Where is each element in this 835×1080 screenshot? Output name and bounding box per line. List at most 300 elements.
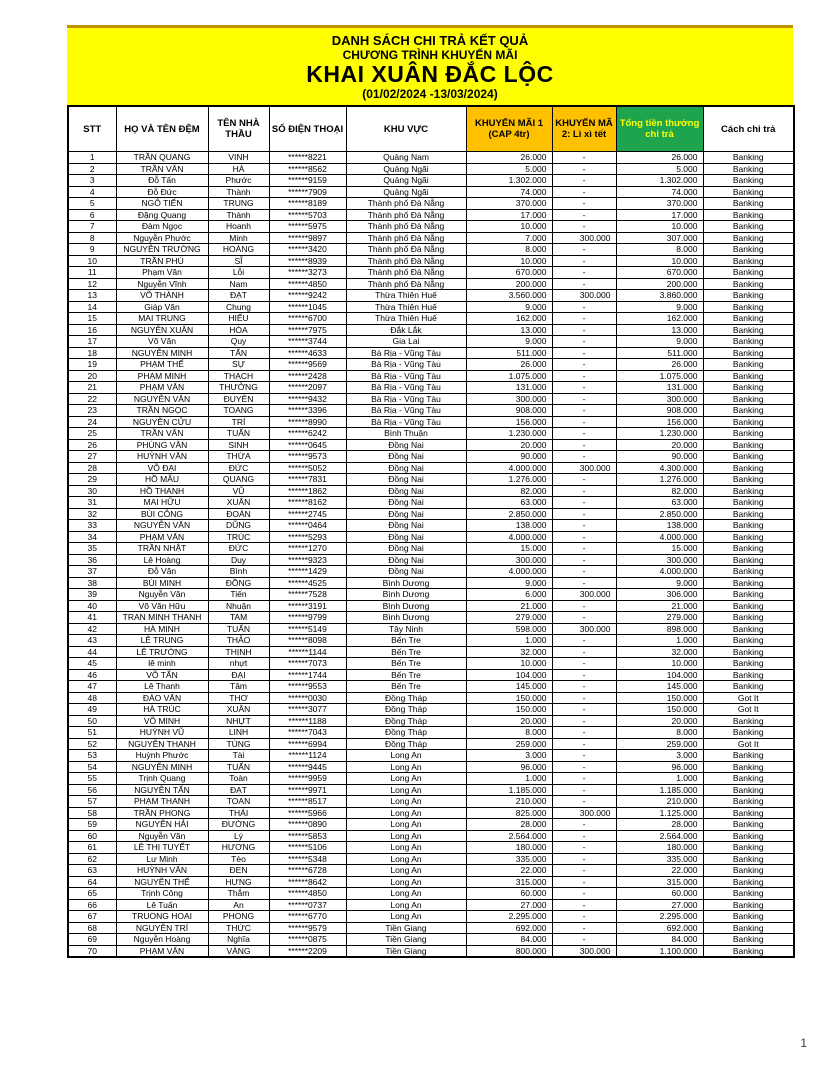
cell-ho-va-ten-dem: Lư Minh [116, 853, 208, 865]
cell-tong-tien-thuong: 4.000.000 [616, 531, 703, 543]
cell-khuyen-mai-1: 1.276.000 [466, 474, 552, 486]
cell-khuyen-mai-1: 21.000 [466, 600, 552, 612]
cell-cach-chi-tra: Banking [703, 945, 794, 957]
table-row [68, 876, 794, 888]
cell-so-dien-thoai: ******1124 [269, 750, 346, 762]
cell-khu-vuc: Bà Rịa - Vũng Tàu [346, 370, 466, 382]
cell-khu-vuc: Bến Tre [346, 681, 466, 693]
cell-khuyen-mai-1: 63.000 [466, 497, 552, 509]
cell-ho-va-ten-dem: Đỗ Đức [116, 186, 208, 198]
table-row [68, 175, 794, 187]
cell-tong-tien-thuong: 10.000 [616, 255, 703, 267]
cell-so-dien-thoai: ******8562 [269, 163, 346, 175]
cell-khuyen-mai-2: - [552, 842, 616, 854]
cell-khuyen-mai-2: - [552, 934, 616, 946]
cell-stt: 45 [68, 658, 116, 670]
cell-so-dien-thoai: ******7043 [269, 727, 346, 739]
cell-cach-chi-tra: Banking [703, 152, 794, 164]
cell-tong-tien-thuong: 511.000 [616, 347, 703, 359]
cell-so-dien-thoai: ******5703 [269, 209, 346, 221]
cell-stt: 26 [68, 439, 116, 451]
cell-stt: 66 [68, 899, 116, 911]
cell-khuyen-mai-1: 5.000 [466, 163, 552, 175]
cell-khu-vuc: Đồng Tháp [346, 704, 466, 716]
cell-ho-va-ten-dem: TRẦN PHÚ [116, 255, 208, 267]
cell-tong-tien-thuong: 1.230.000 [616, 428, 703, 440]
cell-khu-vuc: Đồng Nai [346, 543, 466, 555]
cell-ho-va-ten-dem: HUỲNH VĂN [116, 451, 208, 463]
cell-cach-chi-tra: Banking [703, 773, 794, 785]
cell-ten-nha-thau: SỰ [208, 359, 269, 371]
cell-so-dien-thoai: ******6728 [269, 865, 346, 877]
table-row [68, 428, 794, 440]
cell-tong-tien-thuong: 21.000 [616, 600, 703, 612]
cell-stt: 28 [68, 462, 116, 474]
cell-khu-vuc: Long An [346, 761, 466, 773]
cell-khuyen-mai-1: 279.000 [466, 612, 552, 624]
cell-ten-nha-thau: THƯỞNG [208, 382, 269, 394]
cell-ten-nha-thau: SINH [208, 439, 269, 451]
cell-ten-nha-thau: Nam [208, 278, 269, 290]
cell-cach-chi-tra: Got It [703, 704, 794, 716]
cell-khuyen-mai-2: 300.000 [552, 232, 616, 244]
cell-ten-nha-thau: Thành [208, 209, 269, 221]
cell-cach-chi-tra: Banking [703, 715, 794, 727]
cell-so-dien-thoai: ******5149 [269, 623, 346, 635]
cell-khuyen-mai-1: 2.295.000 [466, 911, 552, 923]
table-row [68, 554, 794, 566]
cell-khu-vuc: Quảng Ngãi [346, 175, 466, 187]
cell-khuyen-mai-1: 150.000 [466, 692, 552, 704]
cell-so-dien-thoai: ******9445 [269, 761, 346, 773]
cell-so-dien-thoai: ******2097 [269, 382, 346, 394]
cell-cach-chi-tra: Banking [703, 359, 794, 371]
cell-khu-vuc: Bến Tre [346, 646, 466, 658]
cell-cach-chi-tra: Banking [703, 819, 794, 831]
cell-tong-tien-thuong: 26.000 [616, 152, 703, 164]
cell-cach-chi-tra: Banking [703, 865, 794, 877]
cell-khuyen-mai-2: - [552, 577, 616, 589]
cell-ho-va-ten-dem: Lê Thanh [116, 681, 208, 693]
cell-tong-tien-thuong: 1.000 [616, 773, 703, 785]
cell-ho-va-ten-dem: HÀ TRÚC [116, 704, 208, 716]
cell-stt: 4 [68, 186, 116, 198]
table-row [68, 612, 794, 624]
cell-cach-chi-tra: Banking [703, 393, 794, 405]
cell-khuyen-mai-2: - [552, 899, 616, 911]
cell-khuyen-mai-2: - [552, 612, 616, 624]
cell-ho-va-ten-dem: NGUYỄN THANH [116, 738, 208, 750]
table-row [68, 244, 794, 256]
header-khuyen-mai-1: KHUYẾN MÃI 1 (CAP 4tr) [466, 106, 552, 152]
cell-so-dien-thoai: ******1744 [269, 669, 346, 681]
cell-tong-tien-thuong: 28.000 [616, 819, 703, 831]
cell-khu-vuc: Long An [346, 876, 466, 888]
cell-khuyen-mai-1: 670.000 [466, 267, 552, 279]
cell-khuyen-mai-1: 6.000 [466, 589, 552, 601]
table-body [68, 152, 794, 958]
cell-khuyen-mai-2: - [552, 911, 616, 923]
cell-khuyen-mai-1: 7.000 [466, 232, 552, 244]
cell-cach-chi-tra: Banking [703, 405, 794, 417]
cell-ten-nha-thau: THÁI [208, 807, 269, 819]
cell-khu-vuc: Quảng Nam [346, 152, 466, 164]
cell-khuyen-mai-2: - [552, 888, 616, 900]
cell-stt: 3 [68, 175, 116, 187]
cell-khuyen-mai-1: 1.000 [466, 773, 552, 785]
cell-khuyen-mai-2: - [552, 485, 616, 497]
cell-ho-va-ten-dem: TRẦN VĂN [116, 428, 208, 440]
cell-khuyen-mai-1: 9.000 [466, 336, 552, 348]
cell-khuyen-mai-1: 26.000 [466, 152, 552, 164]
cell-so-dien-thoai: ******8221 [269, 152, 346, 164]
cell-stt: 70 [68, 945, 116, 957]
cell-cach-chi-tra: Banking [703, 370, 794, 382]
cell-stt: 49 [68, 704, 116, 716]
cell-khu-vuc: Thừa Thiên Huế [346, 301, 466, 313]
cell-ho-va-ten-dem: MAI HỮU [116, 497, 208, 509]
cell-khu-vuc: Gia Lai [346, 336, 466, 348]
cell-stt: 27 [68, 451, 116, 463]
cell-so-dien-thoai: ******0875 [269, 934, 346, 946]
cell-so-dien-thoai: ******1862 [269, 485, 346, 497]
cell-khuyen-mai-1: 9.000 [466, 577, 552, 589]
cell-stt: 65 [68, 888, 116, 900]
table-row [68, 152, 794, 164]
cell-khu-vuc: Đồng Nai [346, 531, 466, 543]
cell-khu-vuc: Long An [346, 807, 466, 819]
cell-khu-vuc: Bà Rịa - Vũng Tàu [346, 382, 466, 394]
cell-khu-vuc: Thành phố Đà Nẵng [346, 209, 466, 221]
cell-tong-tien-thuong: 1.276.000 [616, 474, 703, 486]
cell-khuyen-mai-2: - [552, 796, 616, 808]
page-number: 1 [800, 1036, 807, 1050]
cell-ho-va-ten-dem: HỒ THANH [116, 485, 208, 497]
cell-ten-nha-thau: nhựt [208, 658, 269, 670]
cell-khu-vuc: Quảng Ngãi [346, 163, 466, 175]
cell-cach-chi-tra: Banking [703, 589, 794, 601]
cell-cach-chi-tra: Banking [703, 853, 794, 865]
cell-ho-va-ten-dem: TRẦN VĂN [116, 163, 208, 175]
table-row [68, 382, 794, 394]
cell-stt: 40 [68, 600, 116, 612]
cell-tong-tien-thuong: 27.000 [616, 899, 703, 911]
cell-stt: 25 [68, 428, 116, 440]
cell-so-dien-thoai: ******9579 [269, 922, 346, 934]
table-row [68, 865, 794, 877]
cell-so-dien-thoai: ******6770 [269, 911, 346, 923]
cell-so-dien-thoai: ******8990 [269, 416, 346, 428]
cell-khuyen-mai-2: - [552, 336, 616, 348]
cell-khuyen-mai-2: - [552, 267, 616, 279]
table-row [68, 750, 794, 762]
cell-ten-nha-thau: HƯƠNG [208, 842, 269, 854]
cell-khu-vuc: Thành phố Đà Nẵng [346, 278, 466, 290]
cell-tong-tien-thuong: 150.000 [616, 704, 703, 716]
cell-stt: 13 [68, 290, 116, 302]
cell-ho-va-ten-dem: Nguyễn Văn [116, 589, 208, 601]
table-row [68, 255, 794, 267]
cell-khuyen-mai-2: - [552, 186, 616, 198]
cell-khuyen-mai-1: 180.000 [466, 842, 552, 854]
cell-ten-nha-thau: VINH [208, 152, 269, 164]
cell-stt: 36 [68, 554, 116, 566]
cell-khuyen-mai-1: 4.000.000 [466, 566, 552, 578]
cell-ho-va-ten-dem: TRẦN NGỌC [116, 405, 208, 417]
cell-khuyen-mai-1: 598.000 [466, 623, 552, 635]
cell-stt: 5 [68, 198, 116, 210]
cell-cach-chi-tra: Banking [703, 428, 794, 440]
cell-so-dien-thoai: ******9432 [269, 393, 346, 405]
cell-cach-chi-tra: Banking [703, 416, 794, 428]
cell-stt: 46 [68, 669, 116, 681]
cell-so-dien-thoai: ******3744 [269, 336, 346, 348]
cell-tong-tien-thuong: 2.564.000 [616, 830, 703, 842]
table-row [68, 761, 794, 773]
cell-stt: 63 [68, 865, 116, 877]
cell-stt: 35 [68, 543, 116, 555]
cell-ten-nha-thau: Lỗi [208, 267, 269, 279]
table-row [68, 543, 794, 555]
cell-ten-nha-thau: HÀ [208, 163, 269, 175]
cell-cach-chi-tra: Banking [703, 485, 794, 497]
cell-cach-chi-tra: Banking [703, 911, 794, 923]
cell-khuyen-mai-1: 1.185.000 [466, 784, 552, 796]
cell-so-dien-thoai: ******9242 [269, 290, 346, 302]
table-row [68, 738, 794, 750]
cell-ten-nha-thau: Nghĩa [208, 934, 269, 946]
cell-ten-nha-thau: NHỰT [208, 715, 269, 727]
cell-khu-vuc: Đồng Tháp [346, 715, 466, 727]
cell-so-dien-thoai: ******7073 [269, 658, 346, 670]
cell-khuyen-mai-1: 825.000 [466, 807, 552, 819]
table-row [68, 416, 794, 428]
cell-cach-chi-tra: Banking [703, 761, 794, 773]
cell-cach-chi-tra: Banking [703, 623, 794, 635]
cell-khuyen-mai-1: 315.000 [466, 876, 552, 888]
table-row [68, 393, 794, 405]
cell-ten-nha-thau: ĐẠT [208, 784, 269, 796]
cell-cach-chi-tra: Banking [703, 175, 794, 187]
cell-khuyen-mai-1: 28.000 [466, 819, 552, 831]
cell-ten-nha-thau: Hoanh [208, 221, 269, 233]
cell-khu-vuc: Long An [346, 819, 466, 831]
cell-khu-vuc: Long An [346, 773, 466, 785]
cell-stt: 33 [68, 520, 116, 532]
cell-khu-vuc: Long An [346, 830, 466, 842]
cell-cach-chi-tra: Banking [703, 658, 794, 670]
cell-ten-nha-thau: XUÂN [208, 704, 269, 716]
cell-khu-vuc: Đồng Nai [346, 474, 466, 486]
cell-khuyen-mai-2: - [552, 715, 616, 727]
cell-khu-vuc: Bến Tre [346, 669, 466, 681]
cell-khu-vuc: Bình Dương [346, 589, 466, 601]
cell-so-dien-thoai: ******3396 [269, 405, 346, 417]
cell-tong-tien-thuong: 60.000 [616, 888, 703, 900]
cell-stt: 30 [68, 485, 116, 497]
cell-so-dien-thoai: ******2209 [269, 945, 346, 957]
cell-khuyen-mai-1: 32.000 [466, 646, 552, 658]
cell-cach-chi-tra: Banking [703, 727, 794, 739]
cell-cach-chi-tra: Banking [703, 244, 794, 256]
cell-stt: 58 [68, 807, 116, 819]
cell-khuyen-mai-1: 370.000 [466, 198, 552, 210]
cell-khuyen-mai-1: 8.000 [466, 727, 552, 739]
table-row [68, 934, 794, 946]
cell-ten-nha-thau: TUẤN [208, 428, 269, 440]
cell-ten-nha-thau: TRÚC [208, 531, 269, 543]
table-row [68, 531, 794, 543]
cell-so-dien-thoai: ******7909 [269, 186, 346, 198]
cell-khuyen-mai-1: 13.000 [466, 324, 552, 336]
cell-so-dien-thoai: ******4850 [269, 278, 346, 290]
cell-so-dien-thoai: ******6994 [269, 738, 346, 750]
cell-ten-nha-thau: TUẤN [208, 623, 269, 635]
cell-stt: 60 [68, 830, 116, 842]
cell-khuyen-mai-1: 74.000 [466, 186, 552, 198]
cell-ho-va-ten-dem: MAI TRUNG [116, 313, 208, 325]
cell-khu-vuc: Bà Rịa - Vũng Tàu [346, 393, 466, 405]
cell-cach-chi-tra: Banking [703, 439, 794, 451]
program-date-range: (01/02/2024 -13/03/2024) [362, 86, 498, 101]
cell-khuyen-mai-1: 82.000 [466, 485, 552, 497]
cell-ho-va-ten-dem: TRẦN NHẬT [116, 543, 208, 555]
cell-khuyen-mai-2: - [552, 209, 616, 221]
cell-khuyen-mai-2: - [552, 773, 616, 785]
cell-tong-tien-thuong: 90.000 [616, 451, 703, 463]
cell-ho-va-ten-dem: HUỲNH VŨ [116, 727, 208, 739]
cell-tong-tien-thuong: 26.000 [616, 359, 703, 371]
table-row [68, 278, 794, 290]
cell-tong-tien-thuong: 74.000 [616, 186, 703, 198]
cell-khuyen-mai-2: 300.000 [552, 462, 616, 474]
cell-stt: 48 [68, 692, 116, 704]
cell-tong-tien-thuong: 9.000 [616, 336, 703, 348]
cell-stt: 24 [68, 416, 116, 428]
cell-ho-va-ten-dem: PHẠM VĂN [116, 945, 208, 957]
cell-tong-tien-thuong: 1.185.000 [616, 784, 703, 796]
cell-ho-va-ten-dem: LÊ TRƯỜNG [116, 646, 208, 658]
cell-khuyen-mai-2: - [552, 704, 616, 716]
cell-stt: 14 [68, 301, 116, 313]
table-row [68, 623, 794, 635]
cell-so-dien-thoai: ******7831 [269, 474, 346, 486]
table-row [68, 635, 794, 647]
cell-khuyen-mai-1: 1.302.000 [466, 175, 552, 187]
cell-tong-tien-thuong: 3.860.000 [616, 290, 703, 302]
cell-khuyen-mai-1: 200.000 [466, 278, 552, 290]
table-header [68, 106, 794, 152]
cell-tong-tien-thuong: 96.000 [616, 761, 703, 773]
cell-stt: 54 [68, 761, 116, 773]
cell-ten-nha-thau: Quy [208, 336, 269, 348]
cell-khu-vuc: Đồng Nai [346, 508, 466, 520]
cell-stt: 12 [68, 278, 116, 290]
cell-khu-vuc: Long An [346, 842, 466, 854]
cell-khu-vuc: Đắk Lắk [346, 324, 466, 336]
table-row [68, 347, 794, 359]
cell-cach-chi-tra: Banking [703, 278, 794, 290]
cell-tong-tien-thuong: 259.000 [616, 738, 703, 750]
cell-so-dien-thoai: ******8642 [269, 876, 346, 888]
cell-khuyen-mai-2: - [552, 865, 616, 877]
table-row [68, 911, 794, 923]
cell-khuyen-mai-1: 22.000 [466, 865, 552, 877]
cell-khu-vuc: Thành phố Đà Nẵng [346, 221, 466, 233]
cell-tong-tien-thuong: 138.000 [616, 520, 703, 532]
cell-so-dien-thoai: ******0030 [269, 692, 346, 704]
cell-tong-tien-thuong: 370.000 [616, 198, 703, 210]
cell-tong-tien-thuong: 4.300.000 [616, 462, 703, 474]
table-row [68, 566, 794, 578]
cell-ten-nha-thau: ĐỨC [208, 462, 269, 474]
cell-tong-tien-thuong: 200.000 [616, 278, 703, 290]
cell-so-dien-thoai: ******0737 [269, 899, 346, 911]
cell-khuyen-mai-1: 4.000.000 [466, 531, 552, 543]
cell-khu-vuc: Thành phố Đà Nẵng [346, 255, 466, 267]
table-row [68, 359, 794, 371]
cell-stt: 47 [68, 681, 116, 693]
cell-ten-nha-thau: HƯNG [208, 876, 269, 888]
cell-so-dien-thoai: ******9971 [269, 784, 346, 796]
cell-khuyen-mai-2: - [552, 497, 616, 509]
cell-so-dien-thoai: ******9553 [269, 681, 346, 693]
table-row [68, 267, 794, 279]
cell-ten-nha-thau: Thành [208, 186, 269, 198]
cell-tong-tien-thuong: 150.000 [616, 692, 703, 704]
cell-khuyen-mai-1: 511.000 [466, 347, 552, 359]
cell-stt: 68 [68, 922, 116, 934]
cell-khu-vuc: Đồng Nai [346, 520, 466, 532]
cell-tong-tien-thuong: 10.000 [616, 221, 703, 233]
cell-tong-tien-thuong: 20.000 [616, 715, 703, 727]
cell-cach-chi-tra: Banking [703, 324, 794, 336]
cell-ho-va-ten-dem: Phạm Văn [116, 267, 208, 279]
cell-khuyen-mai-1: 20.000 [466, 439, 552, 451]
cell-so-dien-thoai: ******3191 [269, 600, 346, 612]
table-row [68, 669, 794, 681]
cell-khuyen-mai-1: 104.000 [466, 669, 552, 681]
cell-khuyen-mai-2: - [552, 543, 616, 555]
header-tong-tien-thuong: Tổng tiền thưởng chi trả [616, 106, 703, 152]
cell-tong-tien-thuong: 1.125.000 [616, 807, 703, 819]
cell-khuyen-mai-2: - [552, 635, 616, 647]
cell-ho-va-ten-dem: TRAN MINH THANH [116, 612, 208, 624]
cell-ho-va-ten-dem: PHẠM VĂN [116, 531, 208, 543]
cell-tong-tien-thuong: 84.000 [616, 934, 703, 946]
cell-tong-tien-thuong: 9.000 [616, 577, 703, 589]
cell-ten-nha-thau: TUẤN [208, 761, 269, 773]
cell-ten-nha-thau: An [208, 899, 269, 911]
cell-khuyen-mai-2: - [552, 566, 616, 578]
cell-so-dien-thoai: ******9897 [269, 232, 346, 244]
table-row [68, 646, 794, 658]
cell-khuyen-mai-2: - [552, 750, 616, 762]
cell-cach-chi-tra: Banking [703, 922, 794, 934]
cell-stt: 50 [68, 715, 116, 727]
cell-khu-vuc: Tiền Giang [346, 922, 466, 934]
header-row [68, 106, 794, 152]
cell-ten-nha-thau: ĐỨC [208, 543, 269, 555]
cell-ho-va-ten-dem: PHẠM VĂN [116, 382, 208, 394]
cell-ten-nha-thau: QUANG [208, 474, 269, 486]
cell-stt: 19 [68, 359, 116, 371]
cell-ten-nha-thau: PHONG [208, 911, 269, 923]
cell-stt: 2 [68, 163, 116, 175]
cell-stt: 16 [68, 324, 116, 336]
cell-tong-tien-thuong: 1.000 [616, 635, 703, 647]
cell-khuyen-mai-2: - [552, 301, 616, 313]
